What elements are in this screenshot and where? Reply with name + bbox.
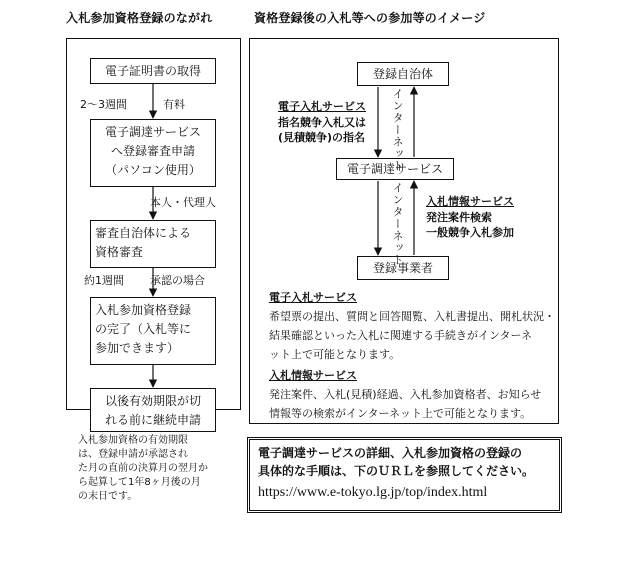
- flow-step-text: 電子調達サービス: [104, 125, 201, 139]
- info-line: 一般競争入札参加: [426, 226, 514, 239]
- label-2-3-weeks: 2～3週間: [80, 98, 127, 111]
- label-1-week: 約1週間: [84, 274, 124, 287]
- info-line: 発注案件検索: [426, 211, 492, 224]
- desc-ebid-title: 電子入札サービス: [269, 291, 357, 304]
- info-service-title: 入札情報サービス: [426, 195, 514, 208]
- flow-step-text: の完了（入札等に: [95, 322, 192, 336]
- desc-info-line: 情報等の検索がインターネット上で可能となります。: [269, 407, 532, 420]
- right-section-title: 資格登録後の入札等への参加等のイメージ: [254, 11, 486, 25]
- desc-ebid-line: 希望票の提出、質問と回答閲覧、入札書提出、開札状況・: [269, 310, 555, 323]
- ebid-service-title: 電子入札サービス: [278, 100, 366, 113]
- flow-step-text: 審査自治体による: [95, 226, 192, 240]
- reference-note-line: 具体的な手順は、下のＵＲＬを参照してください。: [258, 464, 535, 478]
- flow-step-text: 入札参加資格登録: [95, 303, 192, 317]
- flow-step-text: （パソコン使用）: [105, 163, 201, 177]
- label-paid: 有料: [163, 98, 185, 111]
- reference-url-link[interactable]: https://www.e-tokyo.lg.jp/top/index.html: [258, 485, 488, 500]
- reference-url-box: [247, 437, 562, 513]
- flow-step-text: 資格審査: [95, 245, 144, 259]
- note-line: は、登録申請が承認され: [78, 449, 188, 460]
- flow-step-text: れる前に継続申請: [104, 413, 201, 427]
- desc-info-title: 入札情報サービス: [269, 369, 357, 382]
- ebid-line: (見積競争)の指名: [278, 131, 366, 144]
- node-municipality: 登録自治体: [357, 62, 449, 86]
- internet-label-bottom: インターネット: [391, 182, 404, 266]
- label-agent: 本人・代理人: [150, 196, 216, 209]
- ebid-line: 指名競争入札又は: [278, 116, 366, 129]
- node-registered-business: 登録事業者: [357, 256, 449, 280]
- desc-ebid-line: ット上で可能となります。: [269, 348, 401, 361]
- label-approved: 承認の場合: [150, 274, 205, 287]
- note-line: の末日です。: [78, 491, 138, 502]
- desc-info-line: 発注案件、入札(見積)経過、入札参加資格者、お知らせ: [269, 388, 542, 401]
- internet-label-top: インターネット: [391, 88, 404, 172]
- note-line: 入札参加資格の有効期限: [78, 435, 188, 446]
- flow-step-text: へ登録審査申請: [110, 144, 195, 158]
- flow-step-text: 参加できます）: [95, 341, 180, 355]
- note-line: ら起算して1年8ヶ月後の月: [78, 477, 201, 488]
- flow-step-text: 以後有効期限が切: [104, 394, 201, 408]
- note-line: た月の直前の決算月の翌月か: [78, 463, 208, 474]
- desc-ebid-line: 結果確認といった入札に関連する手続きがインターネ: [269, 329, 533, 342]
- node-procurement-service: 電子調達サービス: [336, 158, 454, 180]
- left-section-title: 入札参加資格登録のながれ: [66, 11, 213, 25]
- flow-step-text: 電子証明書の取得: [104, 64, 201, 78]
- reference-note-line: 電子調達サービスの詳細、入札参加資格の登録の: [258, 446, 523, 460]
